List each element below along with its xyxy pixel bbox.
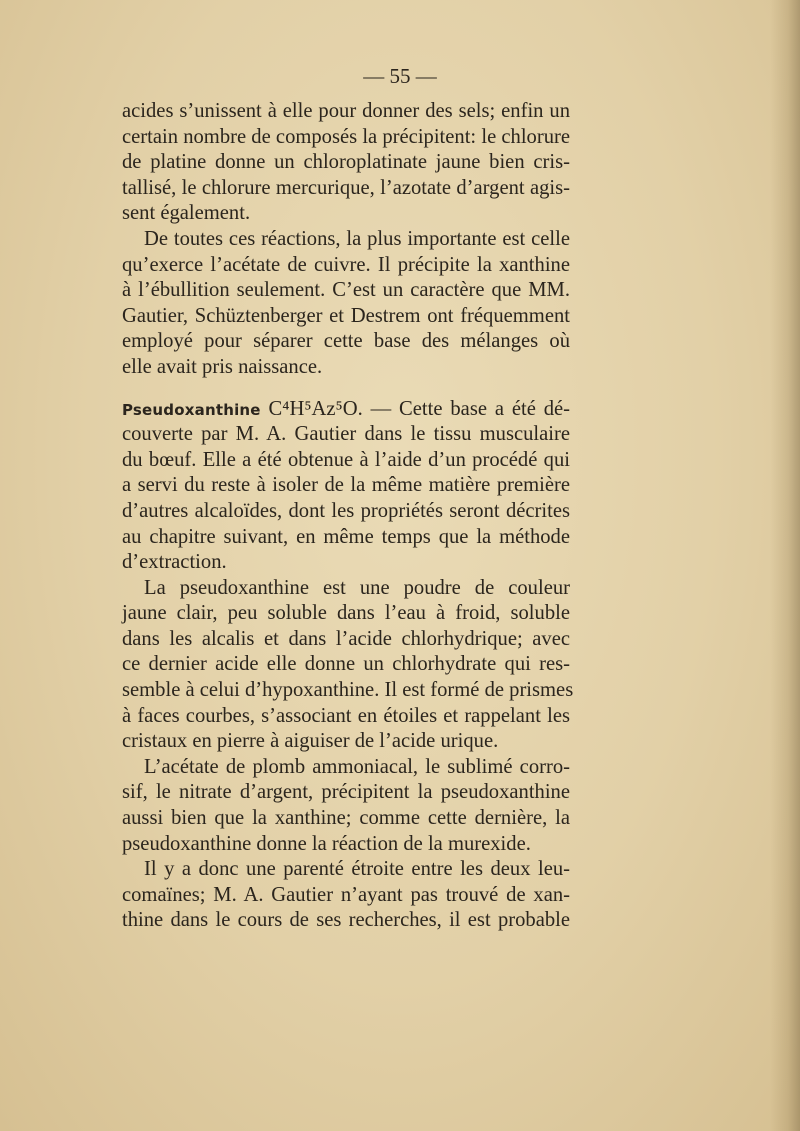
- text-line: du bœuf. Elle a été obtenue à l’aide d’un procédé qui: [122, 448, 570, 471]
- entry-title: Pseudoxanthine: [122, 400, 261, 419]
- text-line: qu’exerce l’acétate de cuivre. Il précipite la xanthine: [122, 253, 570, 276]
- formula-text: C⁴H⁵Az⁵O. — Cette base a été dé-: [268, 397, 571, 420]
- text-line: à faces courbes, s’associant en étoiles et rappelant les: [122, 704, 570, 727]
- text-line: d’extraction.: [122, 551, 227, 574]
- text-line: sent également.: [122, 202, 251, 225]
- text-line: Gautier, Schüztenberger et Destrem ont fréquemment: [122, 304, 570, 327]
- text-line: semble à celui d’hypoxanthine. Il est formé de prismes: [122, 679, 574, 702]
- text-line: employé pour séparer cette base des mélanges où: [122, 330, 570, 353]
- text-line: La pseudoxanthine est une poudre de couleur: [144, 576, 570, 599]
- text-line: à l’ébullition seulement. C’est un caractère que MM.: [122, 279, 570, 302]
- paragraph-4: [122, 576, 574, 755]
- text-line: de platine donne un chloroplatinate jaune bien cris-: [122, 151, 570, 174]
- text-line: Il y a donc une parenté étroite entre les deux leu-: [144, 858, 570, 881]
- text-line: [122, 397, 570, 423]
- text-line: dans les alcalis et dans l’acide chlorhydrique; avec: [122, 627, 570, 650]
- paragraph-1: [122, 99, 570, 227]
- text-line: a servi du reste à isoler de la même matière première: [122, 474, 570, 497]
- section-gap: [122, 381, 570, 397]
- text-line: acides s’unissent à elle pour donner des sels; enfin un: [122, 100, 570, 122]
- paragraph-pseudoxanthine: [122, 397, 570, 576]
- text-line: aussi bien que la xanthine; comme cette dernière, la: [122, 807, 570, 830]
- text-line: cristaux en pierre à aiguiser de l’acide urique.: [122, 730, 499, 753]
- text-line: jaune clair, peu soluble dans l’eau à froid, soluble: [122, 602, 570, 625]
- text-line: comaïnes; M. A. Gautier n’ayant pas trouvé de xan-: [122, 883, 570, 906]
- page-edge-shadow: [770, 0, 800, 1131]
- text-line: elle avait pris naissance.: [122, 355, 323, 378]
- page-number: — 55 —: [363, 64, 437, 88]
- text-line: tallisé, le chlorure mercurique, l’azotate d’argent agis-: [122, 176, 570, 199]
- text-line: thine dans le cours de ses recherches, il est probable: [122, 909, 570, 932]
- text-line: ce dernier acide elle donne un chlorhydrate qui res-: [122, 653, 570, 676]
- text-line: d’autres alcaloïdes, dont les propriétés seront décrites: [122, 499, 570, 522]
- text-line: sif, le nitrate d’argent, précipitent la pseudoxanthine: [122, 781, 570, 804]
- text-line: au chapitre suivant, en même temps que la méthode: [122, 525, 570, 548]
- paragraph-5: [122, 755, 570, 857]
- text-line: pseudoxanthine donne la réaction de la murexide.: [122, 832, 531, 855]
- text-line: couverte par M. A. Gautier dans le tissu musculaire: [122, 423, 570, 446]
- text-line: De toutes ces réactions, la plus importante est celle: [144, 227, 570, 250]
- text-line: L’acétate de plomb ammoniacal, le sublimé corro-: [144, 755, 570, 778]
- body-text: [122, 99, 574, 934]
- text-line: certain nombre de composés la précipitent: le chlorure: [122, 125, 570, 148]
- paragraph-2: [122, 227, 570, 381]
- paragraph-6: [122, 857, 570, 934]
